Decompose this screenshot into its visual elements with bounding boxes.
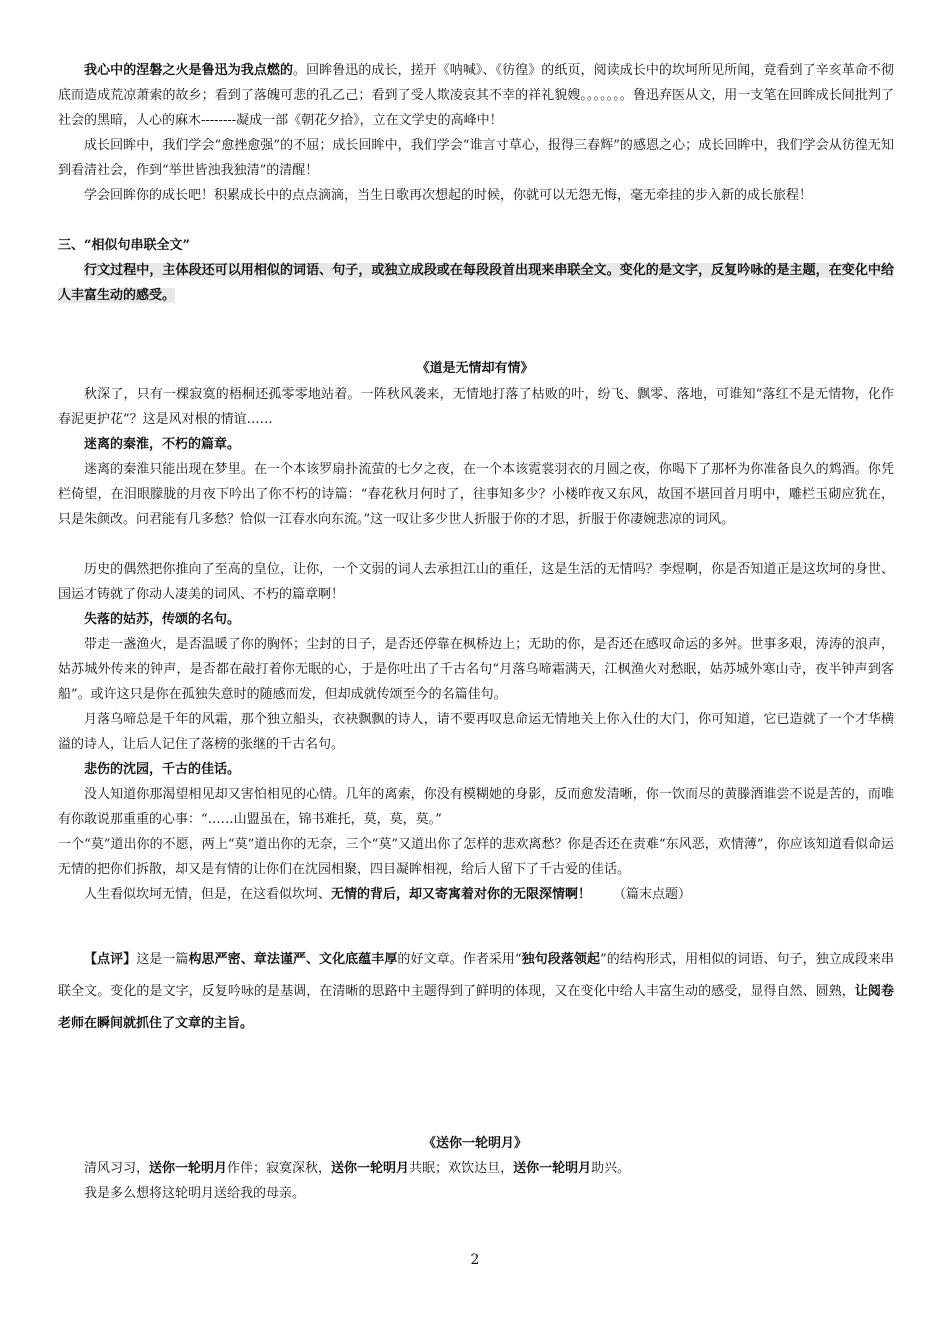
review-emphasis: 让阅卷老师在瞬间就抓住了文章的主旨。 xyxy=(58,984,894,1031)
essay-emphasis: 送你一轮明月 xyxy=(149,1161,228,1176)
essay-paragraph: 秋深了，只有一棵寂寞的梧桐还孤零零地站着。一阵秋风袭来，无情地打落了枯败的叶，纷飞、飘零、落地，可谁知“落红不是无情物，化作春泥更护花”？这是风对根的情谊…… xyxy=(58,387,894,427)
paragraph-growth-review: 成长回眸中，我们学会“愈挫愈强”的不屈；成长回眸中，我们学会“谁言寸草心，报得三春辉”的感恩之心；成长回眸中，我们学会从彷徨无知到看清社会，作到“举世皆浊我独清”的清醒！ xyxy=(58,138,894,178)
essay-paragraph: 一个“莫”道出你的不愿，两上“莫”道出你的无奈，三个“莫”又道出你了怎样的悲欢离愁？你是否还在责难“东风恶，欢情薄”，你应该知道看似命运无情的把你们拆散，却又是有情的让你们在沈园相聚，四目凝眸相视，给后人留下了千古爱的佳话。 xyxy=(58,837,894,877)
paragraph-conclusion: 学会回眸你的成长吧！积累成长中的点点滴滴，当生日歌再次想起的时候，你就可以无怨无悔，毫无牵挂的步入新的成长旅程！ xyxy=(84,188,813,203)
essay-text: 作伴；寂寞深秋， xyxy=(227,1161,332,1176)
review-emphasis: 独句段落领起 xyxy=(521,952,601,967)
review-text: ”的结构形式，用相似的词语、句子，独立成段来串联全文。变化的是文字，反复吟咏的是基调，在清晰的思路中主题得到了鲜明的体现，又在变化中给人丰富生动的感受，显得自然、圆熟， xyxy=(58,952,894,999)
paragraph-lu-xun xyxy=(58,58,894,133)
essay-emphasis: 送你一轮明月 xyxy=(331,1161,410,1176)
review-text: 这是一篇 xyxy=(136,952,189,967)
review-paragraph xyxy=(58,944,894,1040)
essay-paragraph: 月落乌啼总是千年的风霜，那个独立船头，衣袂飘飘的诗人，请不要再叹息命运无情地关上你入仕的大门，你可知道，它已造就了一个才华横溢的诗人，让后人记住了落榜的张继的千古名句。 xyxy=(58,712,894,752)
essay-paragraph: 没人知道你那渴望相见却又害怕相见的心情。几年的离索，你没有模糊她的身影，反而愈发清晰，你一饮而尽的黄滕酒谁尝不说是苦的，而唯有你敢说那重重的心事：“……山盟虽在，锦书难托，莫，莫，莫。” xyxy=(58,787,894,827)
section-intro xyxy=(58,258,894,308)
essay-text: 共眠；欢饮达旦， xyxy=(409,1161,514,1176)
closing-text: 人生看似坎坷无情，但是，在这看似坎坷、 xyxy=(84,887,332,902)
page-number: 2 xyxy=(470,1252,480,1268)
essay-paragraph: 我是多么想将这轮明月送给我的母亲。 xyxy=(84,1186,306,1201)
essay-text: 助兴。 xyxy=(591,1161,631,1176)
section-title: “相似句串联全文” xyxy=(84,238,190,253)
closing-emphasis: 无情的背后，却又寄寓着对你的无限深情啊！ xyxy=(331,887,592,902)
essay-text: 清风习习， xyxy=(84,1161,150,1176)
essay-paragraph: 带走一盏渔火，是否温暖了你的胸怀；尘封的日子，是否还停靠在枫桥边上；无助的你，是否还在感叹命运的多舛。世事多艰，涛涛的浪声，姑苏城外传来的钟声，是否都在敲打着你无眠的心，于是你吐出了千古名句“月落乌啼霜满天，江枫渔火对愁眠，姑苏城外寒山寺，夜半钟声到客船”。或许这只是你在孤独失意时的随感而发，但却成就传颂至今的名篇佳句。 xyxy=(58,637,894,702)
section-number: 三、 xyxy=(58,238,85,253)
closing-note: （篇末点题） xyxy=(613,887,692,902)
essay-emphasis: 送你一轮明月 xyxy=(513,1161,592,1176)
essay-subheading: 悲伤的沈园，千古的佳话。 xyxy=(84,762,241,777)
essay-subheading: 迷离的秦淮，不朽的篇章。 xyxy=(84,437,241,452)
essay-paragraph xyxy=(58,1156,894,1181)
essay-title: 《道是无情却有情》 xyxy=(416,361,534,376)
review-emphasis: 构思严密、章法谨严、文化底蕴丰厚 xyxy=(188,952,398,967)
section-intro-text: 行文过程中，主体段还可以用相似的词语、句子，或独立成段或在每段段首出现来串联全文。变化的是文字，反复吟咏的是主题，在变化中给人丰富生动的感受。 xyxy=(58,263,894,303)
paragraph-text: 。回眸鲁迅的成长，搓开《呐喊》、《彷徨》的纸页，阅读成长中的坎坷所见所闻，竟看到了辛亥革命不彻底而造成荒凉萧索的故乡；看到了落魄可悲的孔乙己；看到了受人欺凌哀其不幸的祥礼貌嫂。。。。。。。鲁迅弃医从文，用一支笔在回眸成长间批判了社会的黑暗，人心的麻木--------凝成一部《朝花夕拾》，立在文学史的高峰中！ xyxy=(58,63,894,128)
section-heading xyxy=(58,233,894,258)
essay-paragraph: 历史的偶然把你推向了至高的皇位，让你，一个文弱的词人去承担江山的重任，这是生活的无情吗？李煜啊，你是否知道正是这坎坷的身世、国运才铸就了你动人凄美的词风、不朽的篇章啊！ xyxy=(58,562,894,602)
essay-closing xyxy=(58,882,894,907)
lead-sentence: 我心中的涅磐之火是鲁迅为我点燃的 xyxy=(84,63,294,78)
review-label: 【点评】 xyxy=(84,952,137,967)
essay-subheading: 失落的姑苏，传颂的名句。 xyxy=(84,612,241,627)
essay-title: 《送你一轮明月》 xyxy=(422,1136,527,1151)
essay-paragraph: 迷离的秦淮只能出现在梦里。在一个本该罗扇扑流萤的七夕之夜，在一个本该霓裳羽衣的月圆之夜，你喝下了那杯为你准备良久的鸩酒。你凭栏倚望，在泪眼朦胧的月夜下吟出了你不朽的诗篇：“春花秋月何时了，往事知多少？小楼昨夜又东风，故国不堪回首月明中，雕栏玉砌应犹在，只是朱颜改。问君能有几多愁？恰似一江春水向东流。”这一叹让多少世人折服于你的才思，折服于你凄婉悲凉的词风。 xyxy=(58,462,894,527)
review-text: 的好文章。作者采用“ xyxy=(397,952,522,967)
